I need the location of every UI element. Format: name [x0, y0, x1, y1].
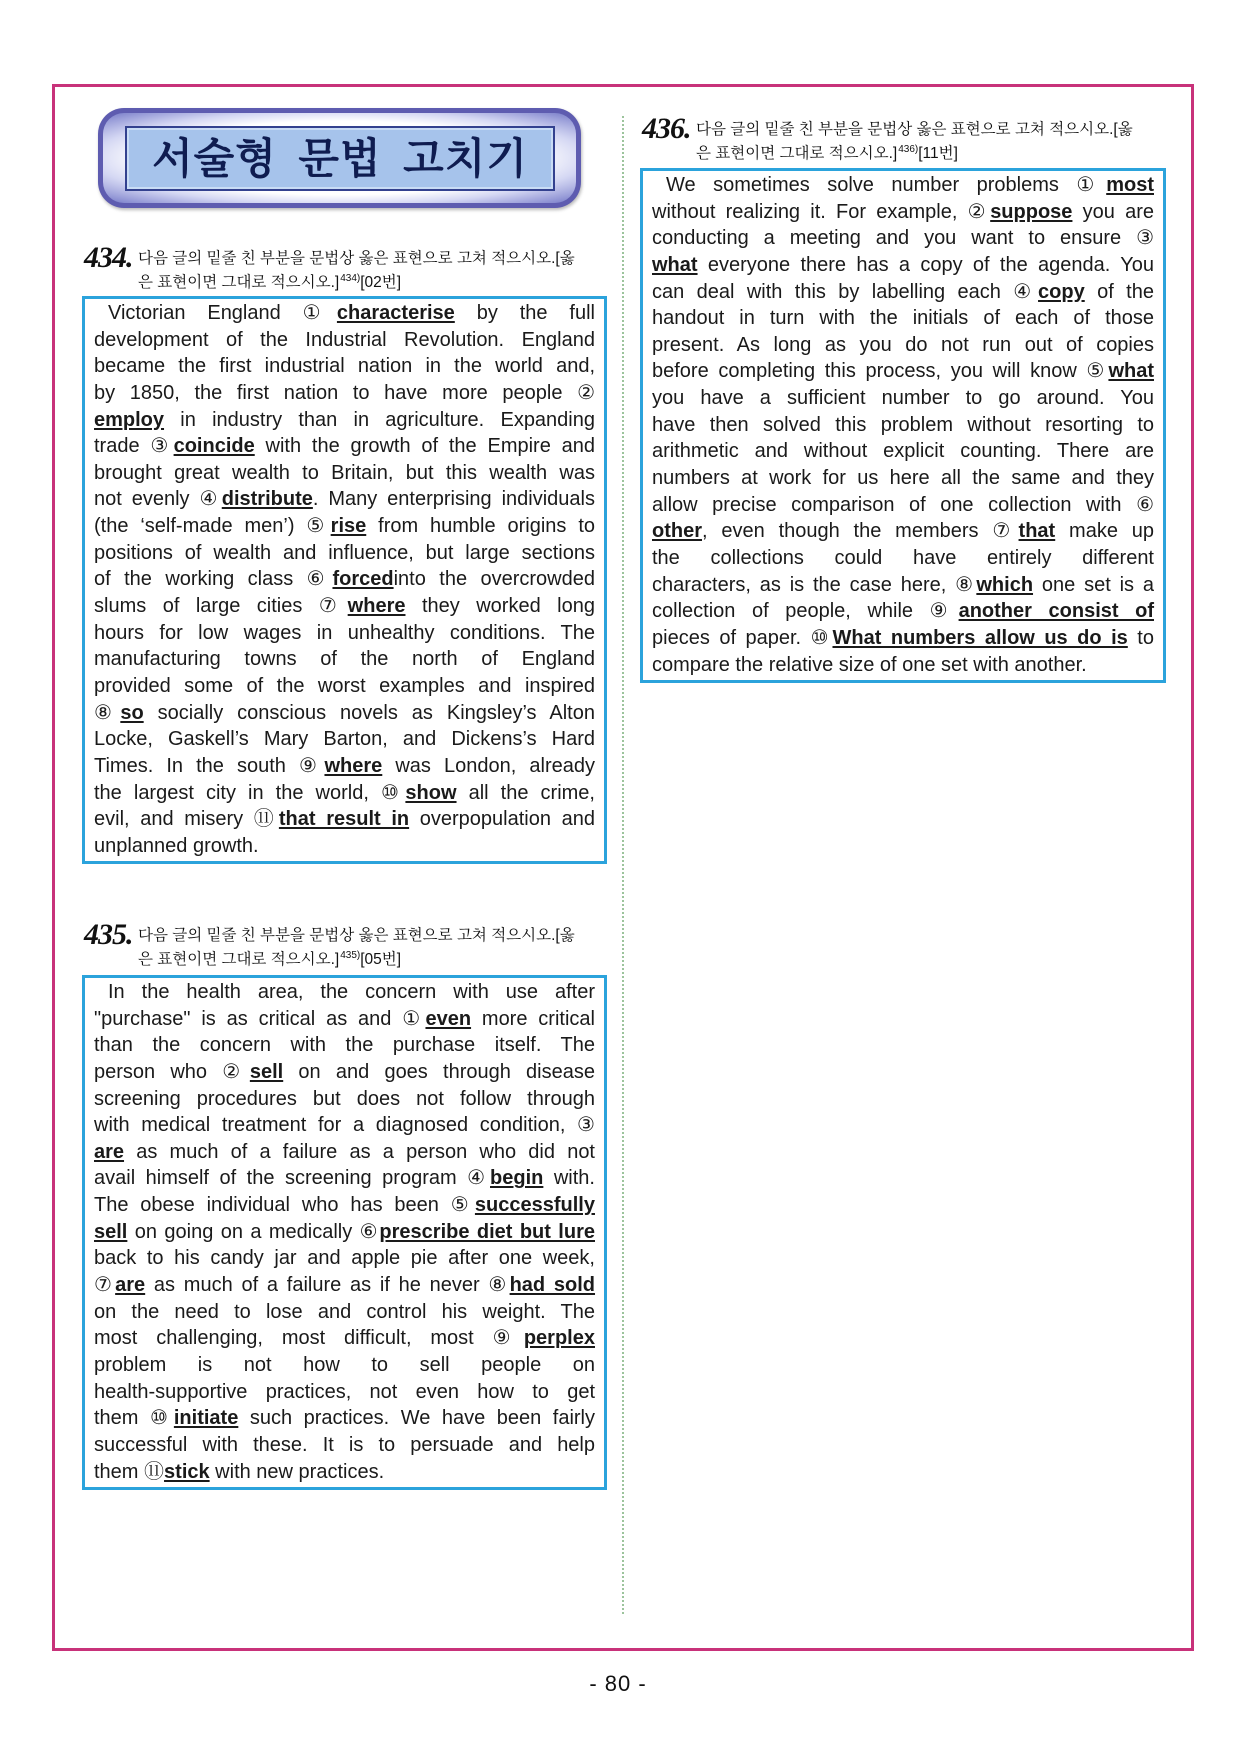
passage-line: [94, 1245, 595, 1272]
passage-text: the largest city in the world, ⑩: [94, 781, 406, 804]
underlined-target: stick: [164, 1460, 210, 1483]
underlined-target: begin: [490, 1167, 544, 1190]
passage-line: [94, 433, 595, 460]
footnote-ref: 436): [898, 144, 919, 155]
underlined-target: what: [1108, 360, 1154, 383]
passage-line: [94, 353, 595, 380]
passage-line: [652, 625, 1154, 652]
passage-text: have then solved this problem without resorting to: [652, 413, 1154, 436]
passage-text: one set is a: [1033, 573, 1154, 596]
passage-text: more critical: [471, 1007, 595, 1030]
passage-text: (the ‘self-made men’) ⑤: [94, 515, 331, 538]
passage-line: [94, 1272, 595, 1299]
passage-line: [94, 1032, 595, 1059]
passage-line: [652, 279, 1154, 306]
instruction-text: 은 표현이면 그대로 적으시오.]: [696, 145, 898, 162]
passage-line: [94, 1379, 595, 1406]
passage-line: [94, 1299, 595, 1326]
passage-line: [94, 1192, 595, 1219]
passage-line: [94, 300, 595, 327]
passage-text: ⑦: [94, 1274, 116, 1297]
passage-line: [94, 1139, 595, 1166]
passage-text: on the need to lose and control his weight. The: [94, 1300, 595, 1323]
passage-text: pieces of paper. ⑩: [652, 626, 833, 649]
underlined-target: rise: [330, 515, 367, 538]
footnote-ref: 435): [340, 950, 361, 961]
underlined-target: had sold: [509, 1274, 596, 1297]
passage-line: [652, 332, 1154, 359]
passage-line: [94, 833, 595, 860]
question-number: 434.: [84, 241, 133, 274]
question-heading: [82, 241, 612, 295]
passage-text: positions of wealth and influence, but large sections: [94, 541, 595, 564]
passage-line: [94, 1219, 595, 1246]
passage-line: [94, 979, 595, 1006]
passage-line: [94, 486, 595, 513]
passage-text: by the full: [454, 302, 595, 324]
passage-text: than the concern with the purchase itself. The: [94, 1034, 595, 1057]
passage-line: [652, 598, 1154, 625]
passage-line: [94, 673, 595, 700]
passage-line: [652, 385, 1154, 412]
underlined-target: sell: [94, 1220, 128, 1243]
passage-text: brought great wealth to Britain, but this wealth was: [94, 461, 595, 484]
passage-text: hours for low wages in unhealthy conditions. The: [94, 621, 595, 644]
underlined-target: prescribe diet but lure: [379, 1220, 595, 1243]
passage-line: [94, 620, 595, 647]
passage-text: them ⑩: [94, 1407, 174, 1430]
passage-text: not evenly ④: [94, 488, 222, 511]
passage-text: conducting a meeting and you want to ensure ③: [652, 227, 1154, 250]
underlined-target: even: [425, 1007, 472, 1030]
passage-text: everyone there has a copy of the agenda. You: [697, 253, 1154, 276]
passage-text: evil, and misery ⑪: [94, 808, 279, 831]
passage-text: characters, as is the case here, ⑧: [652, 573, 977, 596]
passage-text: them ⑪: [94, 1460, 165, 1483]
underlined-target: which: [976, 573, 1034, 596]
passage-text: trade ③: [94, 435, 174, 458]
passage-line: [652, 652, 1154, 679]
passage-line: [94, 513, 595, 540]
title-plate: [125, 126, 555, 191]
passage-line: [94, 1325, 595, 1352]
passage-line: [652, 252, 1154, 279]
underlined-target: sell: [249, 1060, 284, 1083]
passage-line: [94, 753, 595, 780]
passage-text: on and goes through disease: [283, 1060, 595, 1083]
question-heading: [82, 918, 612, 972]
passage-text: make up: [1055, 520, 1155, 543]
passage-text: back to his candy jar and apple pie after one week,: [94, 1247, 595, 1270]
underlined-target: copy: [1038, 280, 1085, 303]
underlined-target: what: [652, 253, 698, 276]
instruction-line: [138, 948, 612, 972]
passage-text: development of the Industrial Revolution. England: [94, 328, 595, 351]
passage-line: [94, 1165, 595, 1192]
passage-line: [94, 1006, 595, 1033]
source-tag: [02번]: [360, 274, 402, 291]
question-number: 436.: [642, 112, 691, 145]
underlined-target: perplex: [523, 1327, 595, 1350]
passage-text: such practices. We have been fairly: [238, 1407, 595, 1430]
passage-text: in industry than in agriculture. Expanding: [164, 408, 595, 431]
column-divider: [622, 116, 624, 1614]
passage-text: manufacturing towns of the north of England: [94, 648, 595, 671]
passage-text: problem is not how to sell people on: [94, 1353, 595, 1376]
passage-text: allow precise comparison of one collection with ⑥: [652, 493, 1154, 516]
passage-line: [652, 305, 1154, 332]
passage-text: successful with these. It is to persuade and help: [94, 1433, 595, 1456]
underlined-target: that result in: [278, 808, 410, 831]
question-number: 435.: [84, 918, 133, 951]
underlined-target: so: [120, 701, 144, 724]
passage-text: the collections could have entirely different: [652, 546, 1154, 569]
passage-text: person who ②: [94, 1060, 250, 1083]
passage-text: . Many enterprising individuals: [312, 488, 595, 511]
passage-text: with.: [543, 1167, 595, 1190]
passage-line: [94, 1459, 595, 1486]
underlined-target: characterise: [336, 302, 455, 324]
passage-text: ⑧: [94, 701, 121, 724]
passage-text: all the crime,: [456, 781, 595, 804]
passage-line: [652, 492, 1154, 519]
underlined-target: distribute: [221, 488, 313, 511]
passage-text: to: [1127, 626, 1154, 649]
underlined-target: other: [652, 520, 702, 543]
passage-text: most challenging, most difficult, most ⑨: [94, 1327, 524, 1350]
passage-line: [652, 172, 1154, 199]
source-tag: [11번]: [918, 145, 958, 162]
instruction-line: 다음 글의 밑줄 친 부분을 문법상 옳은 표현으로 고쳐 적으시오.[옳: [696, 121, 1133, 138]
passage-text: you have a sufficient number to go around. You: [652, 387, 1154, 410]
passage-line: [652, 412, 1154, 439]
instruction-text: 은 표현이면 그대로 적으시오.]: [138, 274, 340, 291]
passage-text: of the working class ⑥: [94, 568, 333, 591]
passage-text: they worked long: [405, 595, 595, 618]
passage-line: [94, 380, 595, 407]
passage-text: collection of people, while ⑨: [652, 600, 959, 623]
instruction-text: 은 표현이면 그대로 적으시오.]: [138, 951, 340, 968]
passage-box: [82, 296, 607, 864]
passage-line: [94, 1059, 595, 1086]
underlined-target: another consist of: [958, 600, 1154, 623]
passage-line: [94, 1112, 595, 1139]
passage-text: In the health area, the concern with use after: [108, 981, 595, 1003]
instruction-line: 다음 글의 밑줄 친 부분을 문법상 옳은 표현으로 고쳐 적으시오.[옳: [138, 250, 575, 267]
instruction-line: [138, 271, 612, 295]
passage-text: compare the relative size of one set with another.: [652, 653, 1087, 676]
passage-line: [652, 518, 1154, 545]
passage-text: The obese individual who has been ⑤: [94, 1194, 475, 1217]
underlined-target: where: [347, 595, 406, 618]
passage-text: Victorian England ①: [108, 302, 337, 324]
passage-line: [94, 1405, 595, 1432]
passage-line: [652, 572, 1154, 599]
underlined-target: successfully: [474, 1194, 595, 1217]
passage-text: you are: [1072, 200, 1155, 223]
passage-text: socially conscious novels as Kingsley’s Alton: [143, 701, 595, 724]
instruction-line: [696, 142, 1180, 166]
passage-line: [94, 806, 595, 833]
underlined-target: where: [324, 754, 383, 777]
passage-text: as much of a failure as if he never ⑧: [145, 1274, 510, 1297]
underlined-target: forced: [332, 568, 394, 591]
underlined-target: show: [405, 781, 457, 804]
underlined-target: are: [94, 1140, 125, 1163]
underlined-target: coincide: [173, 435, 255, 458]
passage-text: We sometimes solve number problems ①: [666, 174, 1107, 196]
passage-text: present. As long as you do not run out of copies: [652, 333, 1154, 356]
passage-line: [94, 540, 595, 567]
passage-line: [94, 646, 595, 673]
passage-text: as much of a failure as a person who did not: [124, 1140, 595, 1163]
page-number: - 80 -: [589, 1671, 647, 1696]
passage-text: became the first industrial nation in the world and,: [94, 355, 595, 378]
passage-line: [94, 460, 595, 487]
passage-text: overpopulation and: [409, 808, 595, 831]
passage-line: [94, 1086, 595, 1113]
passage-text: "purchase" is as critical as and ①: [94, 1007, 426, 1030]
passage-text: with medical treatment for a diagnosed condition, ③: [94, 1114, 595, 1137]
passage-text: can deal with this by labelling each ④: [652, 280, 1039, 303]
passage-text: with new practices.: [209, 1460, 385, 1483]
page-title: 서술형 문법 고치기: [152, 133, 528, 183]
passage-line: [652, 358, 1154, 385]
passage-line: [652, 545, 1154, 572]
underlined-target: most: [1106, 174, 1154, 196]
underlined-target: employ: [94, 408, 165, 431]
passage-line: [652, 199, 1154, 226]
passage-text: before completing this process, you will know ⑤: [652, 360, 1109, 383]
passage-line: [94, 593, 595, 620]
underlined-target: What numbers allow us do is: [832, 626, 1128, 649]
passage-line: [652, 225, 1154, 252]
passage-text: provided some of the worst examples and inspired: [94, 674, 595, 697]
passage-line: [652, 465, 1154, 492]
passage-text: health-supportive practices, not even how to get: [94, 1380, 595, 1403]
title-banner: [98, 108, 581, 208]
instruction-line: 다음 글의 밑줄 친 부분을 문법상 옳은 표현으로 고쳐 적으시오.[옳: [138, 927, 575, 944]
passage-line: [94, 700, 595, 727]
passage-text: arithmetic and without explicit counting. There are: [652, 440, 1154, 463]
passage-line: [94, 1352, 595, 1379]
passage-line: [94, 566, 595, 593]
passage-text: with the growth of the Empire and: [254, 435, 596, 458]
passage-line: [94, 726, 595, 753]
passage-text: of the: [1084, 280, 1154, 303]
footnote-ref: 434): [340, 273, 361, 284]
passage-box: [82, 975, 607, 1490]
underlined-target: that: [1018, 520, 1056, 543]
passage-line: [94, 327, 595, 354]
passage-text: Times. In the south ⑨: [94, 754, 325, 777]
passage-text: avail himself of the screening program ④: [94, 1167, 491, 1190]
underlined-target: initiate: [173, 1407, 239, 1430]
passage-text: handout in turn with the initials of each of those: [652, 307, 1154, 330]
passage-text: screening procedures but does not follow through: [94, 1087, 595, 1110]
passage-line: [94, 407, 595, 434]
passage-text: from humble origins to: [366, 515, 595, 538]
passage-box: [640, 168, 1166, 683]
passage-text: , even though the members ⑦: [702, 520, 1019, 543]
passage-line: [652, 438, 1154, 465]
underlined-target: are: [115, 1274, 146, 1297]
passage-text: by 1850, the first nation to have more people ②: [94, 381, 595, 404]
passage-text: without realizing it. For example, ②: [652, 200, 991, 223]
passage-text: into the overcrowded: [393, 568, 595, 591]
passage-text: unplanned growth.: [94, 834, 259, 857]
passage-text: was London, already: [382, 754, 595, 777]
passage-line: [94, 780, 595, 807]
underlined-target: suppose: [990, 200, 1073, 223]
source-tag: [05번]: [360, 951, 402, 968]
passage-text: on going on a medically ⑥: [127, 1220, 380, 1243]
passage-text: slums of large cities ⑦: [94, 595, 348, 618]
passage-text: Locke, Gaskell’s Mary Barton, and Dickens’s Hard: [94, 728, 595, 751]
passage-text: numbers at work for us here all the same and they: [652, 467, 1154, 490]
passage-line: [94, 1432, 595, 1459]
question-heading: [640, 112, 1180, 166]
